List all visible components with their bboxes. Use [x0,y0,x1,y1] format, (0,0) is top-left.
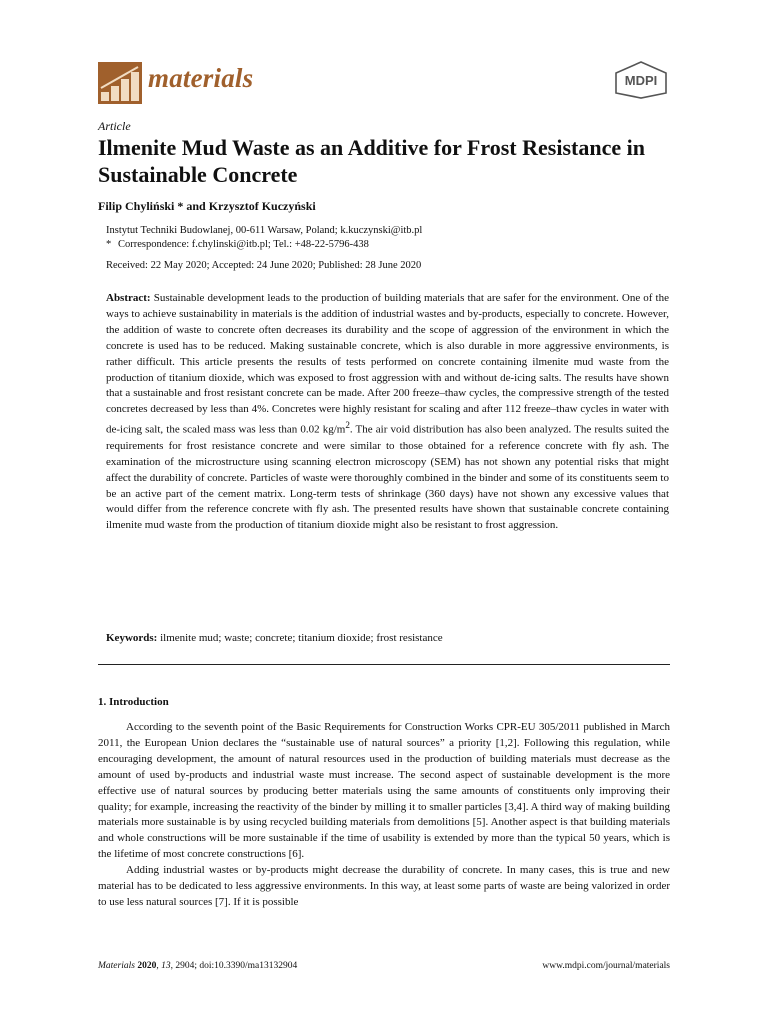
footer-year: 2020 [137,961,157,971]
correspondence [106,238,369,252]
footer-citation: , 2904; doi:10.3390/ma13132904 [170,961,298,971]
keywords [106,632,669,644]
introduction-body [98,720,670,911]
introduction-heading: 1. Introduction [98,696,169,708]
introduction-paragraph: Adding industrial wastes or by-products might decrease the durability of concrete. In many cases, this is true and new material has to be dedicated to less aggressive environments. In this way, at least some parts of waste are being valorized in order to use less natural sources [7]. If it is possible [98,864,670,908]
publisher-name: MDPI [624,73,658,88]
abstract-text-part2: . The air void distribution has also been analyzed. The results suited the requirements for frost resistance concrete and were similar to those obtained for a reference concrete with fly ash. The examination of the microstructure using scanning electron microscopy (SEM) has not shown any potential risks that might affect the durability of concrete. Particles of waste were thoroughly combined in the binder and some of its constituents seem to be an active part of the cement matrix. Long-term tests of shrinkage (360 days) have not shown any excessive values that would differ from the reference concrete with fly ash. The presented results have shown that sustainable concrete containing ilmenite mud waste from the production of titanium dioxide might also be resistant to frost aggression. [106,423,669,532]
publication-dates: Received: 22 May 2020; Accepted: 24 June 2020; Published: 28 June 2020 [106,260,422,271]
keywords-label: Keywords: [106,632,158,644]
abstract-unit-superscript: 2 [345,420,350,431]
journal-url-link[interactable]: www.mdpi.com/journal/materials [542,961,670,971]
journal-name: materials [148,63,254,93]
materials-logo-icon [98,62,142,104]
mdpi-logo-icon [612,60,670,100]
article-title: Ilmenite Mud Waste as an Additive for Frost Resistance in Sustainable Concrete [98,135,645,187]
correspondence-mark: * [106,239,112,250]
abstract-label: Abstract: [106,292,151,304]
citation-footer: Materials 2020, 13, 2904; doi:10.3390/ma13132904 [98,961,298,971]
section-divider [98,664,670,665]
footer-volume: 13 [161,961,171,971]
introduction-paragraph: According to the seventh point of the Basic Requirements for Construction Works CPR-EU 305/2011 published in March 2011, the European Union declares the “sustainable use of natural sources” a priority [1,2]. Following this regulation, while encouraging development, the amount of natural resources used in the production of building materials must decrease as the amount of used by-products and industrial waste must increase. The second aspect of sustainable development is the more effective use of natural sources by producing better materials using the same amounts of constituents only improving their quality; for example, increasing the reactivity of the binder by milling it to smaller particles [3,4]. A third way of making building materials more sustainable is by using recycled building materials from demolitions [5]. Another aspect is that building materials and whole constructions will be more sustainable if the time of usability is extended by more than the typical 50 years, which is the lifetime of most concrete constructions [6]. [98,721,670,861]
author-list: Filip Chyliński * and Krzysztof Kuczyński [98,199,316,213]
affiliation: Instytut Techniki Budowlanej, 00-611 Warsaw, Poland; k.kuczynski@itb.pl [106,225,423,236]
correspondence-text: Correspondence: f.chylinski@itb.pl; Tel.: +48-22-5796-438 [118,239,369,250]
abstract-text-part1: Sustainable development leads to the production of building materials that are safer for the environment. One of the ways to achieve sustainability in materials is the addition of industrial wastes and by-products, especially to concrete. However, the addition of waste to concrete often decreases its durability and the scope of aggression of the environment in which the concrete is used has to be reduced. Making sustainable concrete, which is also durable in more aggressive environments, is rather difficult. This article presents the results of tests performed on concrete containing ilmenite mud waste from the production of titanium dioxide, which was exposed to frost aggression with and without de-icing salts. The results have shown that a sustainable and frost resistant concrete can be made. After 200 freeze–thaw cycles, the compressive strength of the tested concretes decreased by less than 4%. Concretes were highly resistant for scaling and after 112 freeze–thaw cycles in water with de-icing salt, the scaled mass was less than 0.02 kg/m [106,292,670,436]
article-type: Article [98,119,131,133]
footer-journal: Materials [98,961,135,971]
keywords-text: ilmenite mud; waste; concrete; titanium dioxide; frost resistance [160,632,443,644]
abstract [106,291,669,534]
